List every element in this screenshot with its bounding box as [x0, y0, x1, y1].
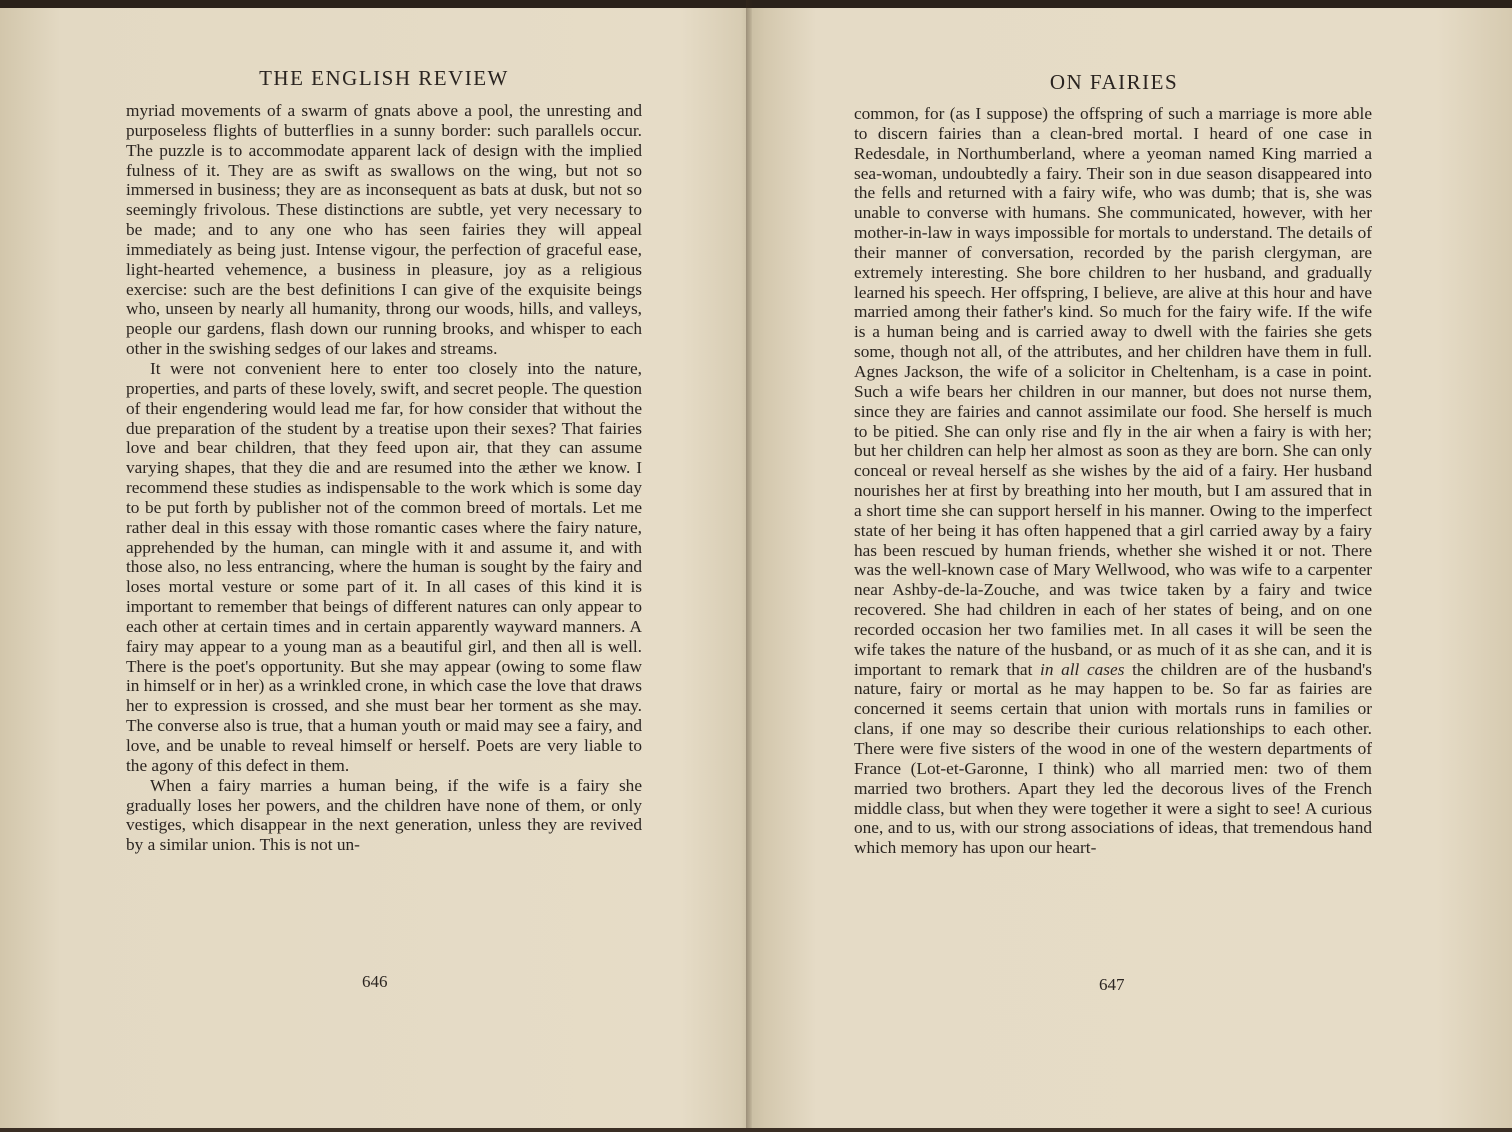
running-head-left: THE ENGLISH REVIEW: [259, 66, 509, 90]
italic-emphasis: in all cases: [1040, 659, 1125, 679]
left-page: [0, 0, 748, 1132]
right-page: [752, 0, 1512, 1132]
page-bottom-edge: [0, 1128, 1512, 1132]
paragraph: It were not convenient here to enter too closely into the nature, properties, and parts of these lovely, swift, and secret people. The question of their engendering would lead me far, for how consider that without the due preparation of the student by a treatise upon their sexes? That fairies love and bear children, that they feed upon air, that they can assume varying shapes, that they die and are resumed into the æther we know. I recommend these studies as indispensable to the work which is some day to be put forth by publisher not of the common breed of mortals. Let me rather deal in this essay with those romantic cases where the fairy nature, apprehended by the human, can mingle with it and assume it, and with those also, no less entrancing, where the human is sought by the fairy and loses mortal vesture or some part of it. In all cases of this kind it is important to remember that beings of different natures can only appear to each other at certain times and in certain apparently wayward manners. A fairy may appear to a young man as a beautiful girl, and then all is well. There is the poet's opportunity. But she may appear (owing to some flaw in himself or in her) as a wrinkled crone, in which case the love that draws her to expression is crossed, and she must bear her torment as she may. The converse also is true, that a human youth or maid may see a fairy, and love, and be unable to reveal himself or herself. Poets are very liable to the agony of this defect in them.: [126, 358, 642, 775]
paragraph: [854, 104, 1372, 858]
page-number-left: 646: [362, 972, 388, 991]
paragraph: myriad movements of a swarm of gnats above a pool, the unresting and purposeless flights of butterflies in a sunny border: such parallels occur. The puzzle is to accommodate apparent lack of design with the implied fulness of it. They are as swift as swallows on the wing, but not so immersed in business; they are as inconsequent as bats at dusk, but not so seemingly frivolous. These distinctions are subtle, yet very necessary to be made; and to any one who has seen fairies they will appeal immediately as being just. Intense vigour, the perfection of graceful ease, light-hearted vehemence, a business in pleasure, joy as a religious exercise: such are the best definitions I can give of the exquisite beings who, unseen by nearly all humanity, throng our woods, hills, and valleys, people our gardens, flash down our running brooks, and whisper to each other in the swishing sedges of our lakes and streams.: [126, 101, 642, 359]
paragraph-text: common, for (as I suppose) the offspring of such a marriage is more able to discern fairies than a clean-bred mortal. I heard of one case in Redesdale, in Northumberland, where a yeoman named King married a sea-woman, undoubtedly a fairy. Their son in due season disappeared into the fells and returned with a fairy wife, who was dumb; that is, she was unable to converse with humans. She communicated, however, with her mother-in-law in ways impossible for mortals to understand. The details of their manner of conversation, recorded by the parish clergyman, are extremely interesting. She bore children to her husband, and gradually learned his speech. Her offspring, I believe, are alive at this hour and have married among their father's kind. So much for the fairy wife. If the wife is a human being and is carried away to dwell with the fairies she gets some, though not all, of the attributes, and her children have them in full. Agnes Jackson, the wife of a solicitor in Cheltenham, is a case in point. Such a wife bears her children in our manner, but does not nurse them, since they are fairies and cannot assimilate our food. She herself is much to be pitied. She can only rise and fly in the air when a fairy is with her; but her children can help her almost as soon as they are born. She can only conceal or reveal herself as she wishes by the aid of a fairy. Her husband nourishes her at first by breathing into her mouth, but I am assured that in a short time she can support herself in his manner. Owing to the imperfect state of her being it has often happened that a girl carried away by a fairy has been rescued by human friends, whether she wished it or not. There was the well-known case of Mary Wellwood, who was wife to a carpenter near Ashby-de-la-Zouche, and was twice taken by a fairy and twice recovered. She had children in each of her states of being, and on one recorded occasion her two families met. In all cases it will be seen the wife takes the nature of the husband, or as much of it as she can, and it is important to remark that: [854, 104, 1372, 679]
page-number-right: 647: [1099, 975, 1125, 994]
right-page-body: [854, 104, 1372, 858]
paragraph-text: the children are of the husband's nature, fairy or mortal as he may happen to be. So far as fairies are concerned it seems certain that union with mortals runs in families or clans, if one may so describe their curious relationships to each other. There were five sisters of the wood in one of the western departments of France (Lot-et-Garonne, I think) who all married men: two of them married two brothers. Apart they led the decorous lives of the French middle class, but when they were together it were a sight to see! A curious one, and to us, with our strong associations of ideas, that tremendous hand which memory has upon our heart-: [854, 659, 1372, 858]
running-head-right: ON FAIRIES: [1049, 70, 1179, 94]
paragraph: When a fairy marries a human being, if the wife is a fairy she gradually loses her powers, and the children have none of them, or only vestiges, which disappear in the next generation, unless they are revived by a similar union. This is not un-: [126, 775, 642, 855]
left-page-body: [126, 101, 642, 855]
